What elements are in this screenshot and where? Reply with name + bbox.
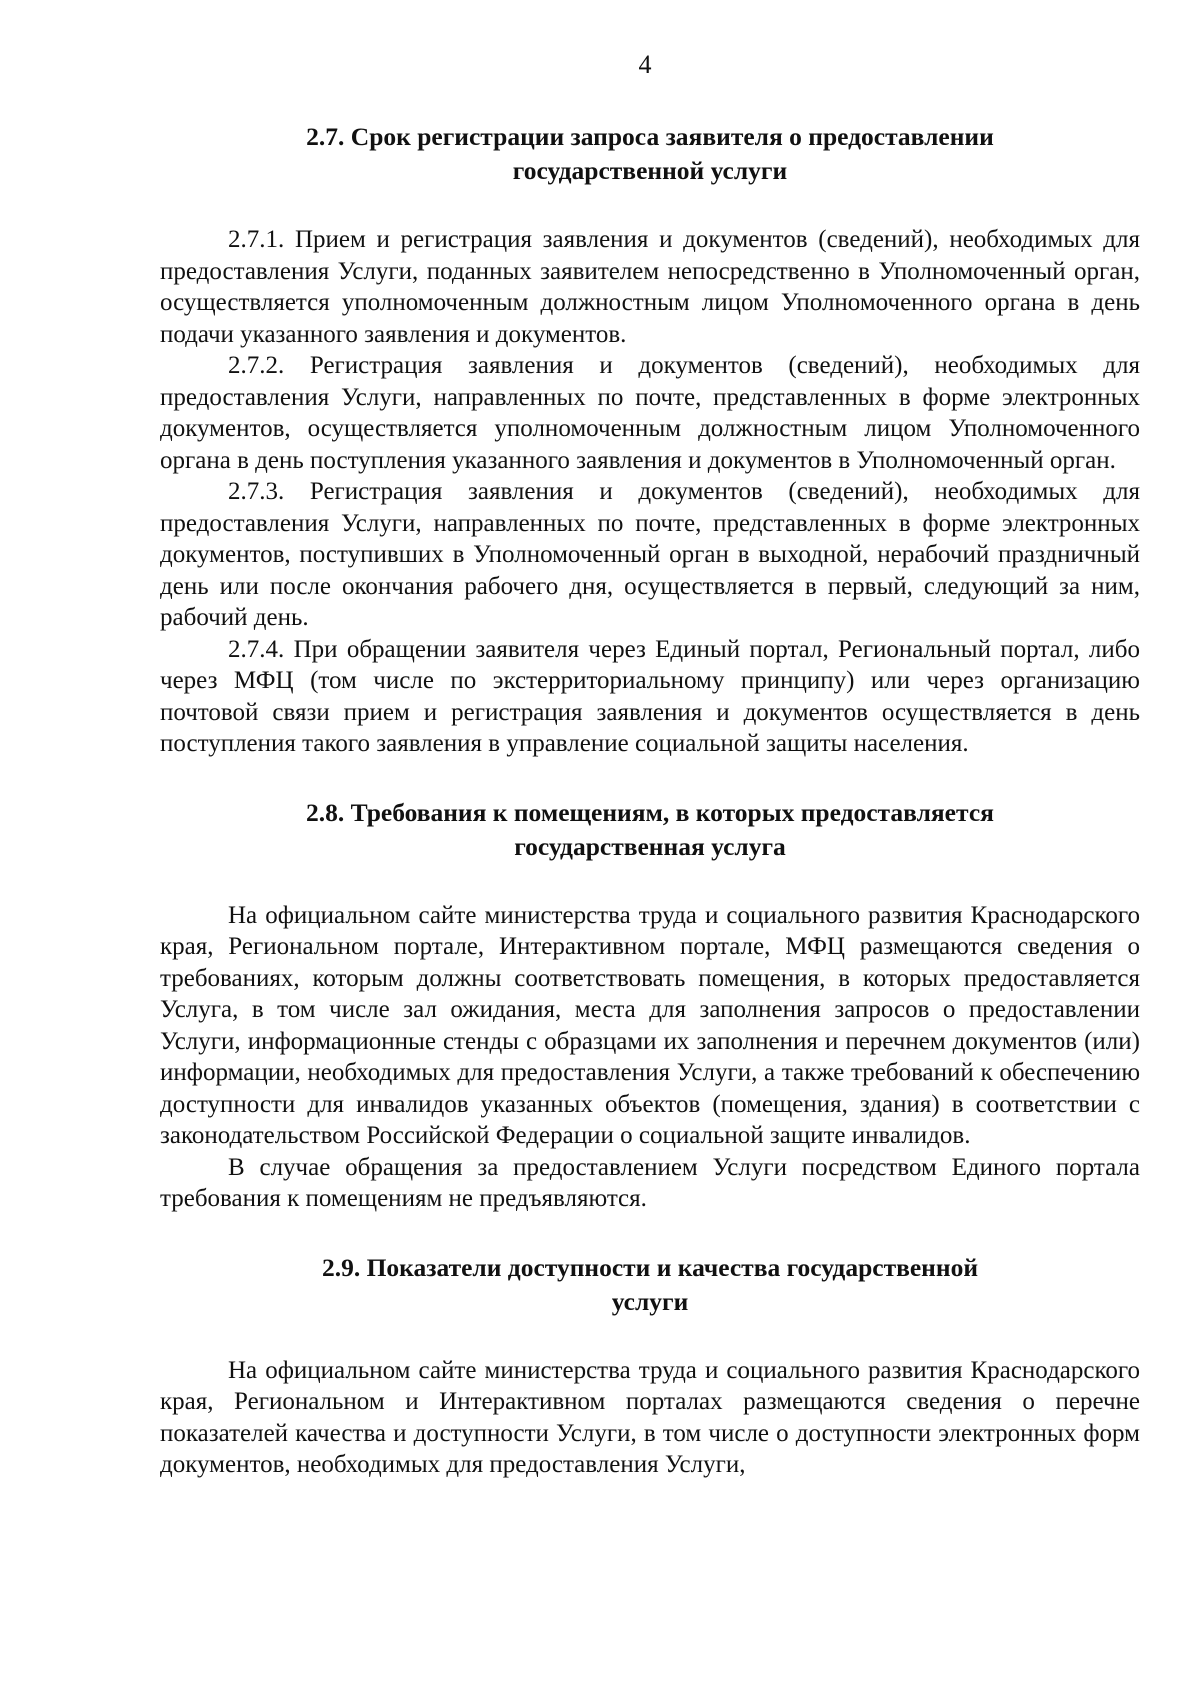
- paragraph-2-7-1: 2.7.1. Прием и регистрация заявления и документов (сведений), необходимых для предоставления Услуги, поданных заявителем непосредственно в Уполномоченный орган, осуществляется уполномоченным должностным лицом Уполномоченного органа в день подачи указанного заявления и документов.: [160, 226, 1140, 348]
- paragraph-2-8-requirements: На официальном сайте министерства труда и социального развития Краснодарского края, Региональном портале, Интерактивном портале, МФЦ размещаются сведения о требованиях, которым должны соответствовать помещения, в которых предоставляется Услуга, в том числе зал ожидания, места для заполнения запросов о предоставлении Услуги, информационные стенды с образцами их заполнения и перечнем документов (или) информации, необходимых для предоставления Услуги, а также требований к обеспечению доступности для инвалидов указанных объектов (помещения, здания) в соответствии с законодательством Российской Федерации о социальной защите инвалидов.: [160, 901, 1140, 1149]
- heading-line: государственной услуги: [512, 156, 788, 185]
- page-number: 4: [638, 50, 652, 79]
- section-heading-2-8: [160, 796, 1140, 864]
- paragraph-2-8-portal: В случае обращения за предоставлением Услуги посредством Единого портала требования к помещениям не предъявляются.: [160, 1153, 1140, 1212]
- paragraph-2-9-indicators: На официальном сайте министерства труда и социального развития Краснодарского края, Региональном и Интерактивном порталах размещаются сведения о перечне показателей качества и доступности Услуги, в том числе о доступности электронных форм документов, необходимых для предоставления Услуги,: [160, 1356, 1140, 1478]
- paragraph-2-7-3: 2.7.3. Регистрация заявления и документов (сведений), необходимых для предоставления Услуги, направленных по почте, представленных в форме электронных документов, поступивших в Уполномоченный орган в выходной, нерабочий праздничный день или после окончания рабочего дня, осуществляется в первый, следующий за ним, рабочий день.: [160, 478, 1140, 631]
- section-heading-2-7: [160, 120, 1140, 188]
- paragraph-2-7-2: 2.7.2. Регистрация заявления и документов (сведений), необходимых для предоставления Услуги, направленных по почте, представленных в форме электронных документов, осуществляется уполномоченным должностным лицом Уполномоченного органа в день поступления указанного заявления и документов в Уполномоченный орган.: [160, 352, 1140, 474]
- section-heading-2-9: [160, 1251, 1140, 1319]
- heading-line: 2.9. Показатели доступности и качества государственной: [321, 1252, 979, 1282]
- heading-line: 2.7. Срок регистрации запроса заявителя о предоставлении: [306, 122, 994, 151]
- heading-line: государственная услуга: [514, 831, 786, 861]
- paragraph-2-7-4: 2.7.4. При обращении заявителя через Единый портал, Региональный портал, либо через МФЦ (том числе по экстерриториальному принципу) или через организацию почтовой связи прием и регистрация заявления и документов осуществляется в день поступления такого заявления в управление социальной защиты населения.: [160, 635, 1140, 757]
- heading-line: 2.8. Требования к помещениям, в которых предоставляется: [306, 797, 994, 827]
- heading-line: услуги: [611, 1286, 689, 1316]
- document-body: [160, 120, 1140, 1481]
